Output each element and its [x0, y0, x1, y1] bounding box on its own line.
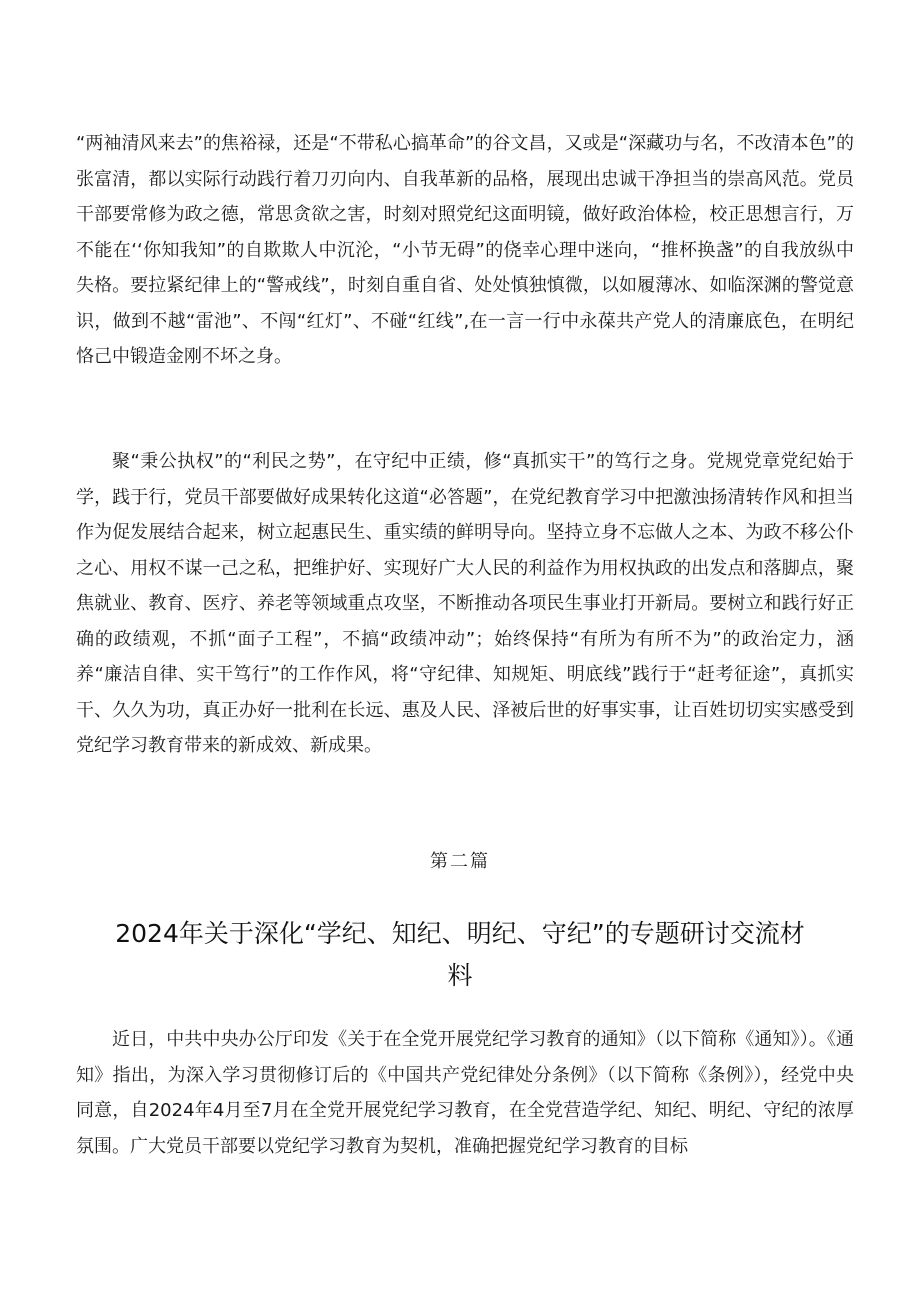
intro-paragraph: 近日，中共中央办公厅印发《关于在全党开展党纪学习教育的通知》（以下简称《通知》）。《通知》指出，为深入学习贯彻修订后的《中国共产党纪律处分条例》（以下简称《条例》），经党中央同意，自2024年4月至7月在全党开展党纪学习教育，在全党营造学纪、知纪、明纪、守纪的浓厚氛围。广大党员干部要以党纪学习教育为契机，准确把握党纪学习教育的目标: [76, 1029, 854, 1157]
document-title: 2024年关于深化“学纪、知纪、明纪、守纪”的专题研讨交流材料: [115, 919, 805, 990]
body-paragraph-1: “两袖清风来去”的焦裕禄，还是“不带私心搞革命”的谷文昌，又或是“深藏功与名，不改清本色”的张富清，都以实际行动践行着刀刃向内、自我革新的品格，展现出忠诚干净担当的崇高风范。党员干部要常修为政之德，常思贪欲之害，时刻对照党纪这面明镜，做好政治体检，校正思想言行，万不能在‘‘你知我知”的自欺欺人中沉沦，“小节无碍”的侥幸心理中迷向，“推杯换盏”的自我放纵中失格。要拉紧纪律上的“警戒线”，时刻自重自省、处处慎独慎微，以如履薄冰、如临深渊的警觉意识，做到不越“雷池”、不闯“红灯”、不碰“红线”,在一言一行中永葆共产党人的清廉底色，在明纪恪己中锻造金刚不坏之身。: [76, 133, 854, 367]
body-paragraph-2: 聚“秉公执权”的“利民之势”，在守纪中正绩，修“真抓实干”的笃行之身。党规党章党纪始于学，践于行，党员干部要做好成果转化这道“必答题”，在党纪教育学习中把激浊扬清转作风和担当作为促发展结合起来，树立起惠民生、重实绩的鲜明导向。坚持立身不忘做人之本、为政不移公仆之心、用权不谋一己之私，把维护好、实现好广大人民的利益作为用权执政的出发点和落脚点，聚焦就业、教育、医疗、养老等领域重点攻坚，不断推动各项民生事业打开新局。要树立和践行好正确的政绩观，不抓“面子工程”，不搞“政绩冲动”；始终保持“有所为有所不为”的政治定力，涵养“廉洁自律、实干笃行”的工作作风，将“守纪律、知规矩、明底线”践行于“赶考征途”，真抓实干、久久为功，真正办好一批利在长远、惠及人民、泽被后世的好事实事，让百姓切切实实感受到党纪学习教育带来的新成效、新成果。: [76, 451, 854, 756]
section-label: 第二篇: [430, 851, 490, 872]
